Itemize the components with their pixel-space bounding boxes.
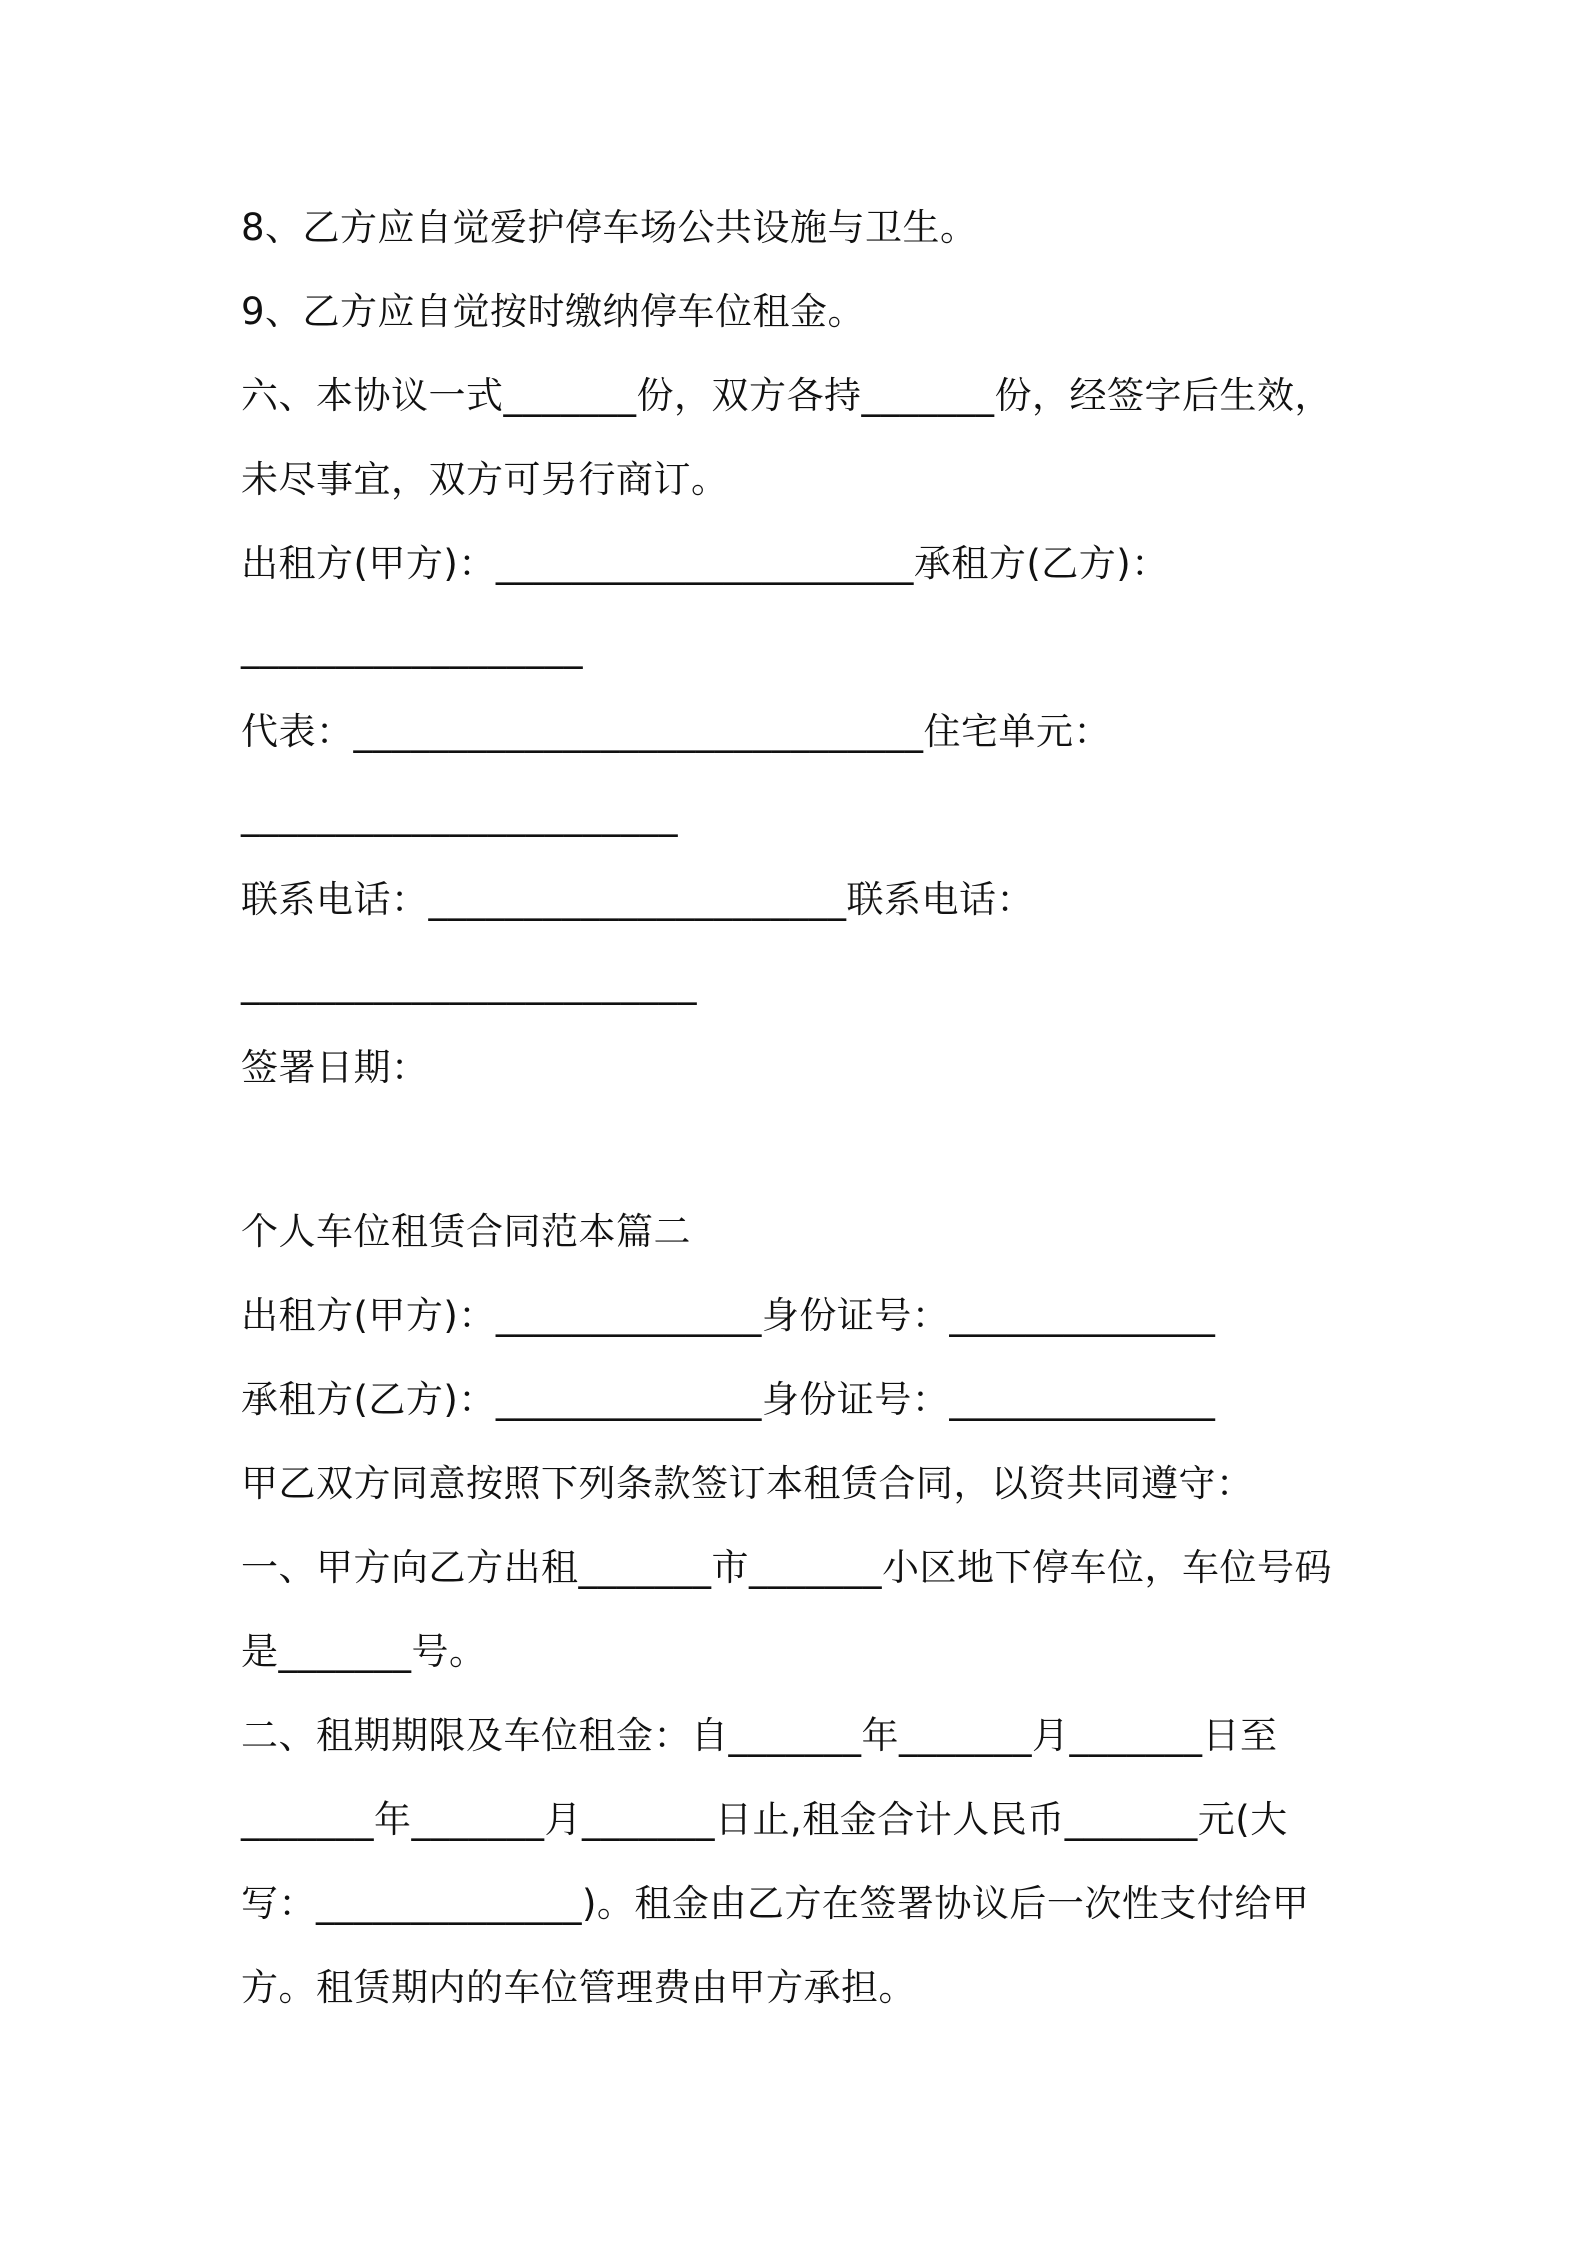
representative-unit-line: 代表：______________________________住宅单元： xyxy=(241,710,1111,753)
clause-one-line-2: 是_______号。 xyxy=(241,1630,487,1673)
clause-two-line-3: 写：______________)。租金由乙方在签署协议后一次性支付给甲 xyxy=(241,1882,1310,1925)
clause-six-line-1: 六、本协议一式_______份，双方各持_______份，经签字后生效， xyxy=(241,374,1332,417)
section-heading: 个人车位租赁合同范本篇二 xyxy=(241,1210,691,1253)
clause-one-line-1: 一、甲方向乙方出租_______市_______小区地下停车位，车位号码 xyxy=(241,1546,1332,1589)
clause-8: 8、乙方应自觉爱护停车场公共设施与卫生。 xyxy=(241,206,978,249)
lessee-signature-blank: __________________ xyxy=(241,626,583,669)
clause-two-line-2: _______年_______月_______日止,租金合计人民币_______元(大 xyxy=(241,1798,1288,1841)
lessor-id-line: 出租方(甲方)：______________身份证号：______________ xyxy=(241,1294,1216,1337)
clause-six-line-2: 未尽事宜，双方可另行商订。 xyxy=(241,458,729,501)
lessee-id-line: 承租方(乙方)：______________身份证号：______________ xyxy=(241,1378,1216,1421)
lessor-lessee-signature-line: 出租方(甲方)：______________________承租方(乙方)： xyxy=(241,542,1169,585)
signing-date: 签署日期： xyxy=(241,1046,429,1089)
phone-line: 联系电话：______________________联系电话： xyxy=(241,878,1034,921)
agreement-intro: 甲乙双方同意按照下列条款签订本租赁合同，以资共同遵守： xyxy=(241,1462,1254,1505)
unit-blank: _______________________ xyxy=(241,794,678,837)
phone-blank: ________________________ xyxy=(241,962,697,1005)
clause-two-line-4: 方。租赁期内的车位管理费由甲方承担。 xyxy=(241,1966,916,2009)
clause-9: 9、乙方应自觉按时缴纳停车位租金。 xyxy=(241,290,866,333)
clause-two-line-1: 二、租期期限及车位租金：自_______年_______月_______日至 xyxy=(241,1714,1278,1757)
